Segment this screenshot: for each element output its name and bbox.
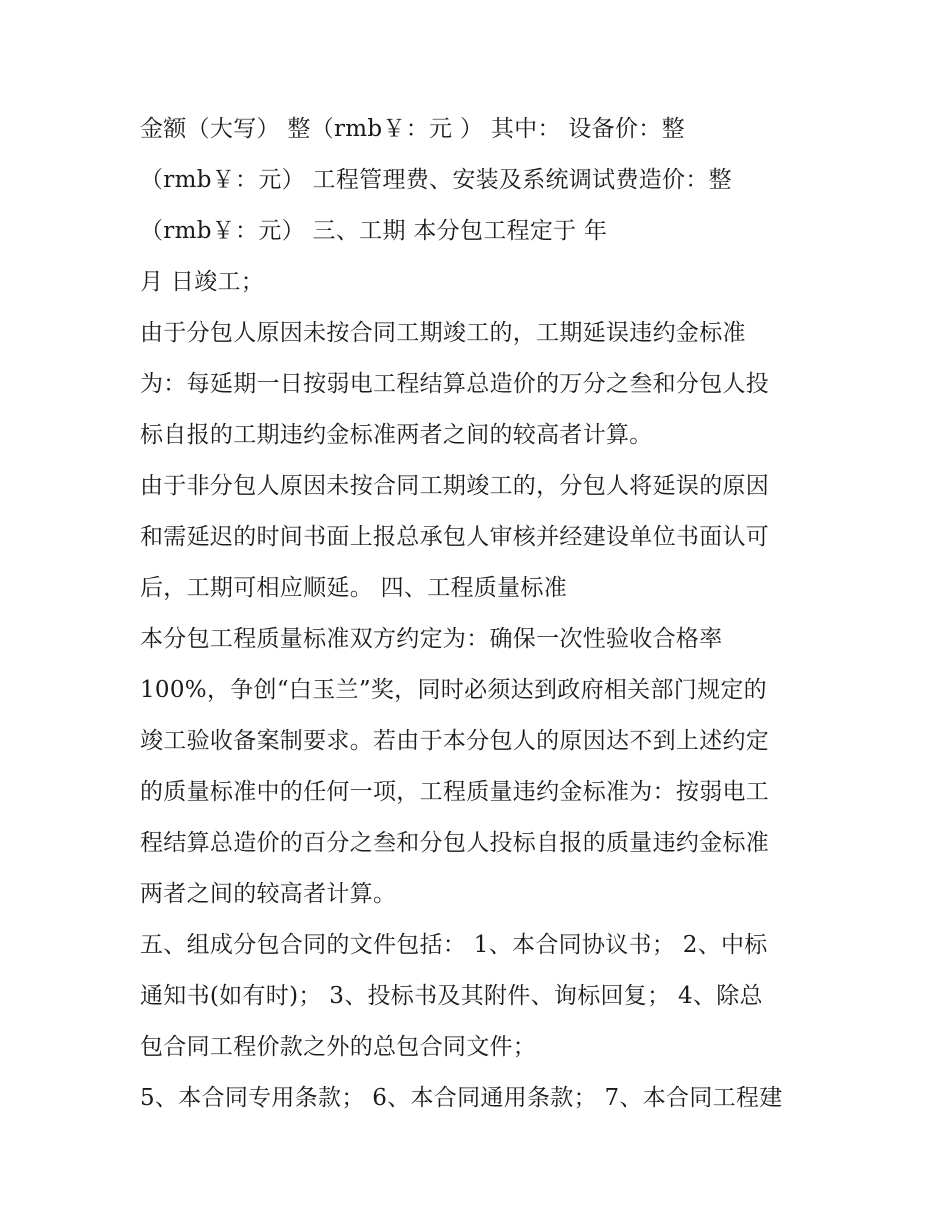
contract-text-body xyxy=(140,104,820,1124)
text-line: 两者之间的较高者计算。 xyxy=(140,881,397,907)
text-line: 本分包工程质量标准双方约定为：确保一次性验收合格率 xyxy=(140,626,723,652)
text-line: 由于分包人原因未按合同工期竣工的，工期延误违约金标准 xyxy=(140,320,746,346)
text-line: 通知书(如有时)； 3、投标书及其附件、询标回复； 4、除总 xyxy=(140,983,763,1009)
text-line: 为：每延期一日按弱电工程结算总造价的万分之叁和分包人投 xyxy=(140,371,770,397)
text-line: 和需延迟的时间书面上报总承包人审核并经建设单位书面认可 xyxy=(140,524,770,550)
text-line: 五、组成分包合同的文件包括： 1、本合同协议书； 2、中标 xyxy=(140,932,768,958)
text-line: 5、本合同专用条款； 6、本合同通用条款； 7、本合同工程建 xyxy=(140,1085,783,1111)
text-line: （rmb￥：元） 工程管理费、安装及系统调试费造价：整 xyxy=(140,167,732,193)
text-line: 后，工期可相应顺延。 四、工程质量标准 xyxy=(140,575,568,601)
text-line: 包合同工程价款之外的总包合同文件； xyxy=(140,1034,537,1060)
text-line: 竣工验收备案制要求。若由于本分包人的原因达不到上述约定 xyxy=(140,728,770,754)
text-line: 标自报的工期违约金标准两者之间的较高者计算。 xyxy=(140,422,653,448)
text-line: 月 日竣工； xyxy=(140,269,265,295)
text-line: 金额（大写） 整（rmb￥：元 ） 其中： 设备价：整 xyxy=(140,116,685,142)
text-line: （rmb￥：元） 三、工期 本分包工程定于 年 xyxy=(140,218,608,244)
text-line: 程结算总造价的百分之叁和分包人投标自报的质量违约金标准 xyxy=(140,830,770,856)
text-line: 的质量标准中的任何一项，工程质量违约金标准为：按弱电工 xyxy=(140,779,770,805)
text-line: 由于非分包人原因未按合同工期竣工的，分包人将延误的原因 xyxy=(140,473,770,499)
text-line: 100%，争创“白玉兰”奖，同时必须达到政府相关部门规定的 xyxy=(140,677,767,703)
